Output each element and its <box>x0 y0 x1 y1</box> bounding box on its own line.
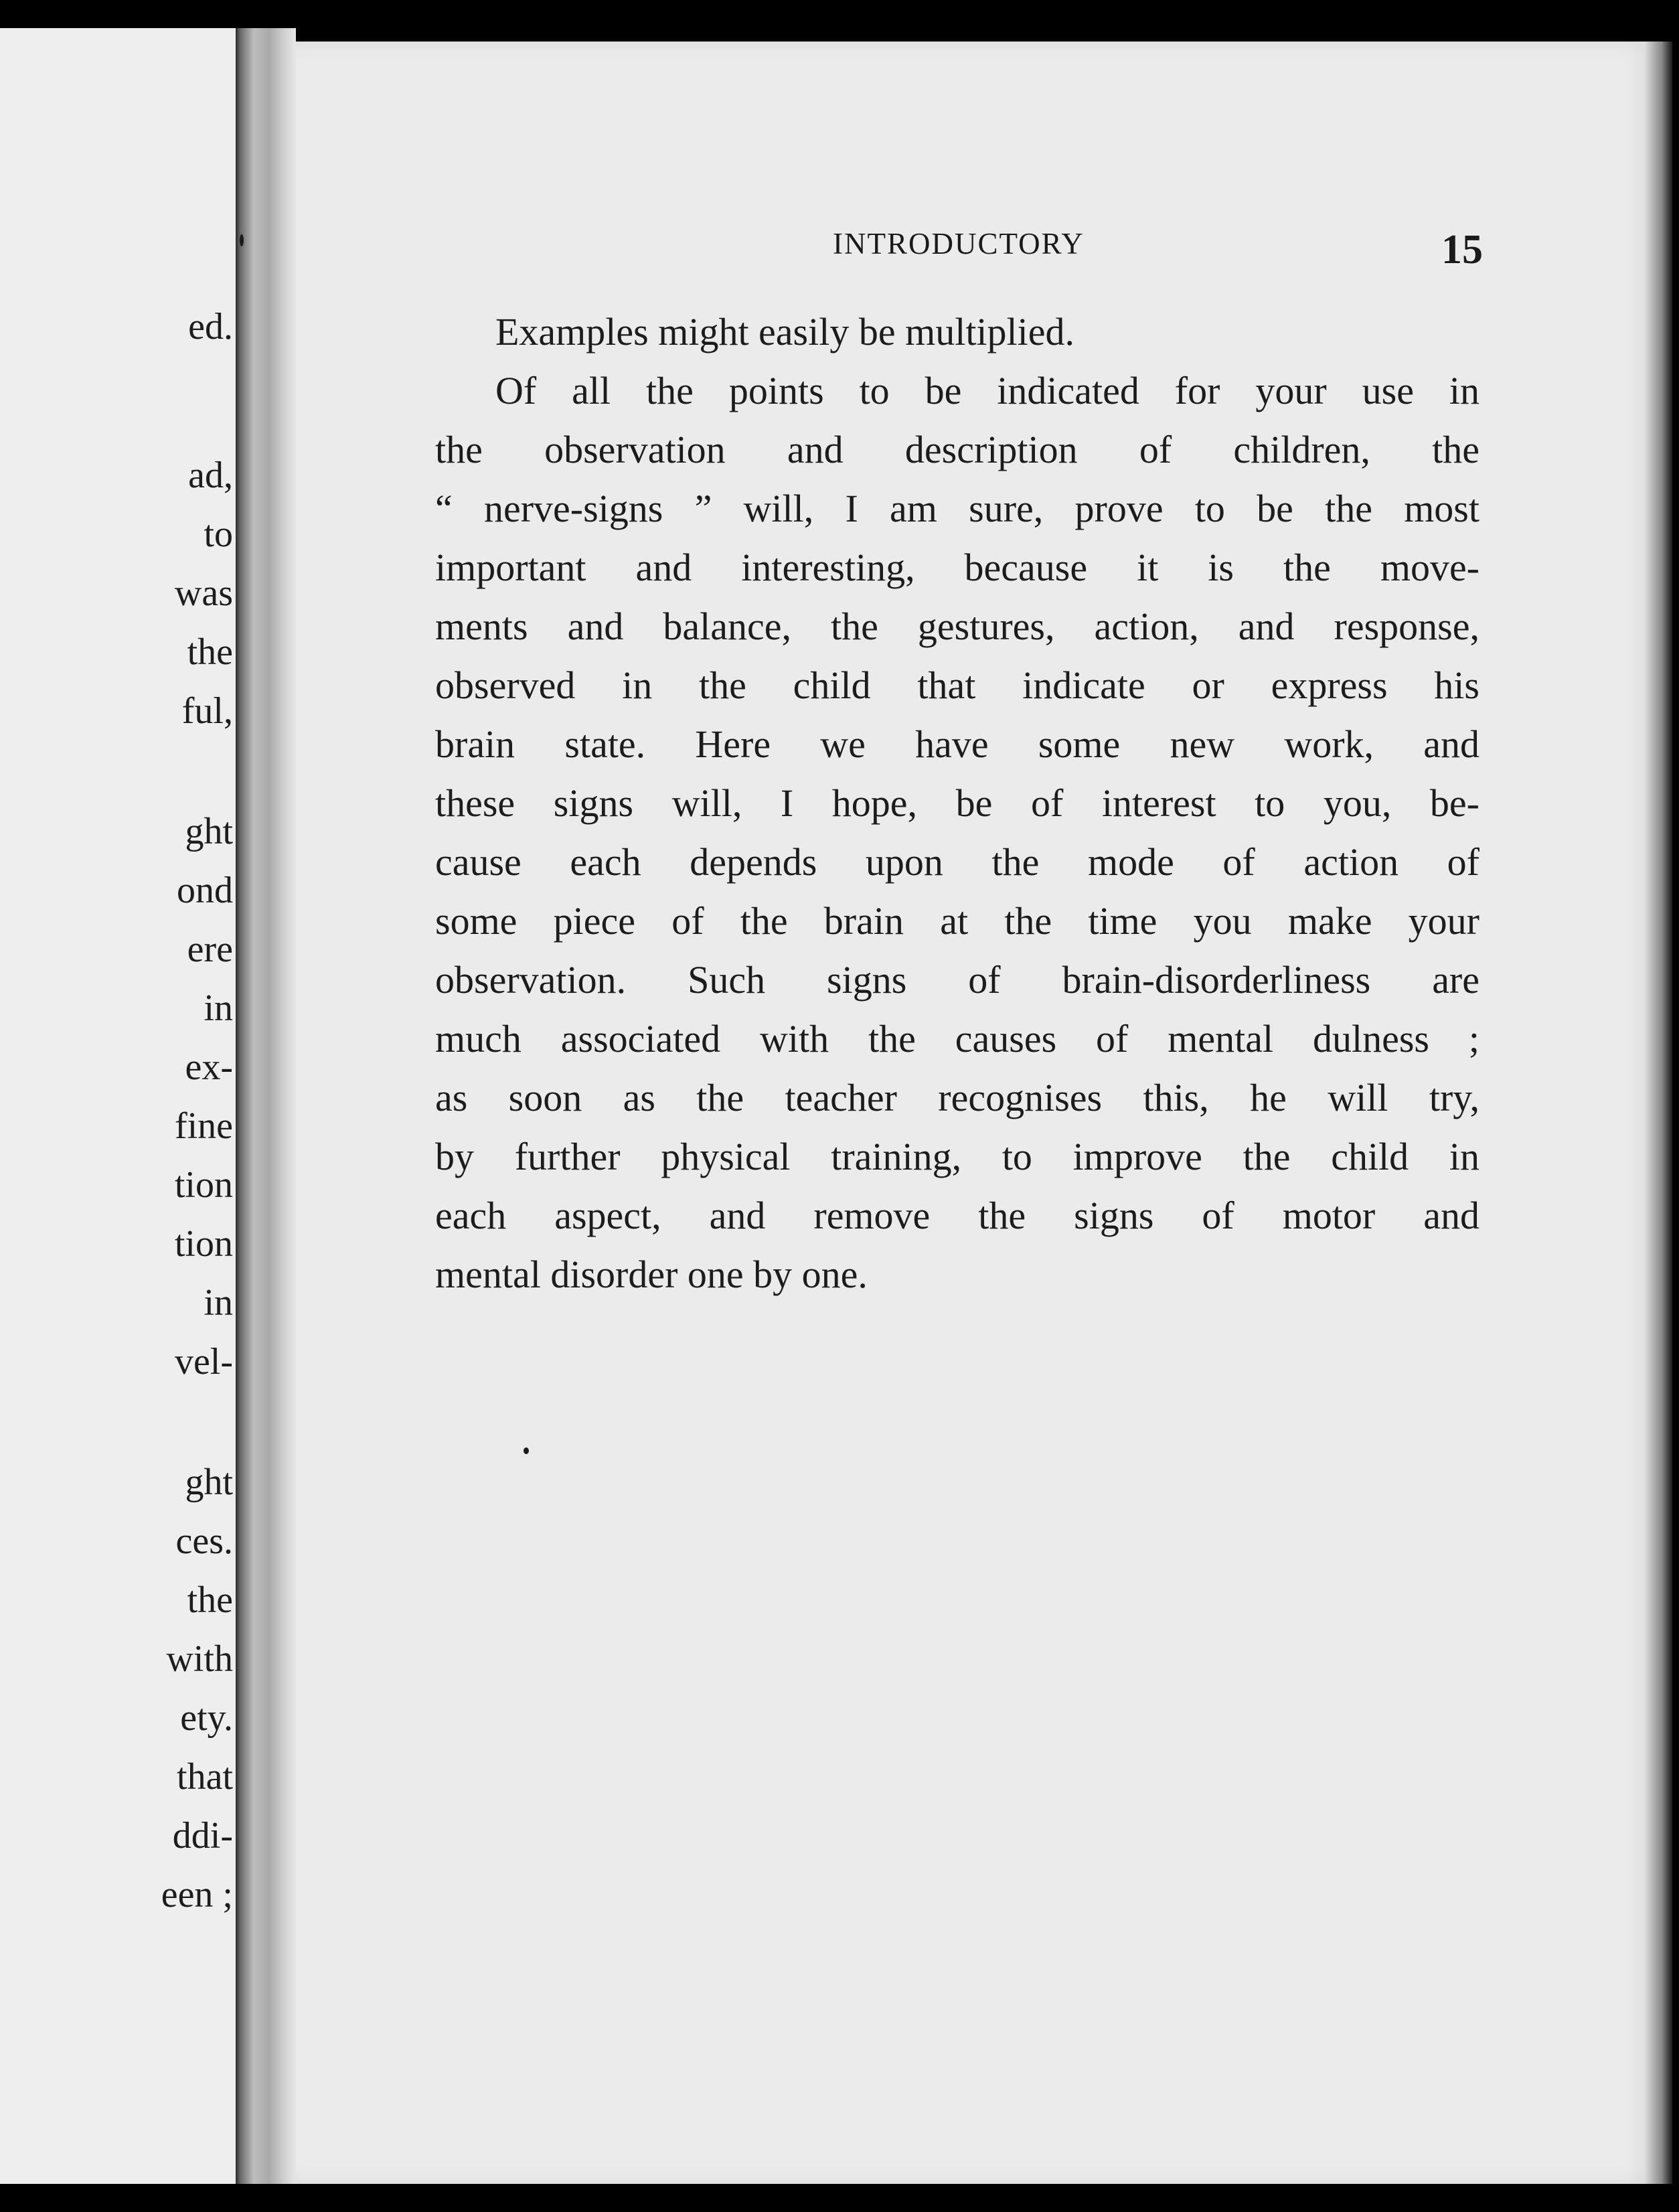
text-line: important and interesting, because it is the move- <box>435 546 1480 589</box>
left-page-fragment: ces. <box>175 1520 233 1562</box>
ink-speck <box>524 1447 529 1454</box>
book-gutter <box>236 28 296 2184</box>
left-page-fragment: to <box>204 514 233 555</box>
body-text <box>435 303 1480 1304</box>
text-line: these signs will, I hope, be of interest to you, be- <box>435 781 1480 825</box>
left-page-fragment: in <box>204 988 233 1029</box>
left-page-fragment: that <box>177 1756 233 1798</box>
left-page-fragment: was <box>174 572 233 614</box>
left-page-fragment: the <box>187 1579 233 1621</box>
left-page-fragment: in <box>204 1282 233 1324</box>
text-line: the observation and description of children, the <box>435 428 1480 471</box>
text-line: as soon as the teacher recognises this, he will try, <box>435 1076 1480 1119</box>
text-line: Examples might easily be multiplied. <box>495 310 1075 353</box>
left-page-fragment: ght <box>185 1462 233 1503</box>
left-page <box>0 28 236 2184</box>
left-page-fragment: vel- <box>174 1341 233 1382</box>
left-page-fragment: ond <box>177 870 233 911</box>
text-line: some piece of the brain at the time you make your <box>435 899 1480 943</box>
left-page-fragment: ddi- <box>172 1815 233 1856</box>
left-page-fragment: the <box>187 631 233 673</box>
left-page-fragment: with <box>166 1638 233 1680</box>
left-page-fragment: tion <box>174 1164 233 1206</box>
text-line: much associated with the causes of mental dulness ; <box>435 1017 1480 1060</box>
page-edge-shadow <box>1646 42 1672 2184</box>
text-line: cause each depends upon the mode of action of <box>435 840 1480 884</box>
left-page-fragment: tion <box>174 1223 233 1265</box>
left-page-fragment: ght <box>185 811 233 852</box>
running-head: INTRODUCTORY <box>833 227 1085 260</box>
text-line: ments and balance, the gestures, action, and response, <box>435 605 1480 648</box>
left-page-fragment: ex- <box>185 1046 233 1088</box>
text-line: “ nerve-signs ” will, I am sure, prove to be the most <box>435 487 1480 530</box>
text-line: mental disorder one by one. <box>435 1253 868 1296</box>
ink-speck <box>240 234 244 246</box>
text-line: Of all the points to be indicated for your use in <box>495 369 1480 412</box>
left-page-fragment: ful, <box>181 690 233 732</box>
left-page-fragment: ety. <box>180 1697 233 1739</box>
left-page-fragment: ad, <box>188 455 233 496</box>
left-page-fragment: fine <box>174 1105 233 1147</box>
page-number: 15 <box>1441 227 1483 272</box>
left-page-fragment: ed. <box>188 306 233 347</box>
text-line: brain state. Here we have some new work, and <box>435 722 1480 766</box>
text-line: by further physical training, to improve the child in <box>435 1135 1480 1178</box>
text-line: observation. Such signs of brain-disorderliness are <box>435 958 1480 1002</box>
left-page-fragment: een ; <box>161 1874 233 1915</box>
left-page-fragment: ere <box>187 929 233 970</box>
text-line: each aspect, and remove the signs of motor and <box>435 1194 1480 1237</box>
text-line: observed in the child that indicate or express his <box>435 663 1480 707</box>
